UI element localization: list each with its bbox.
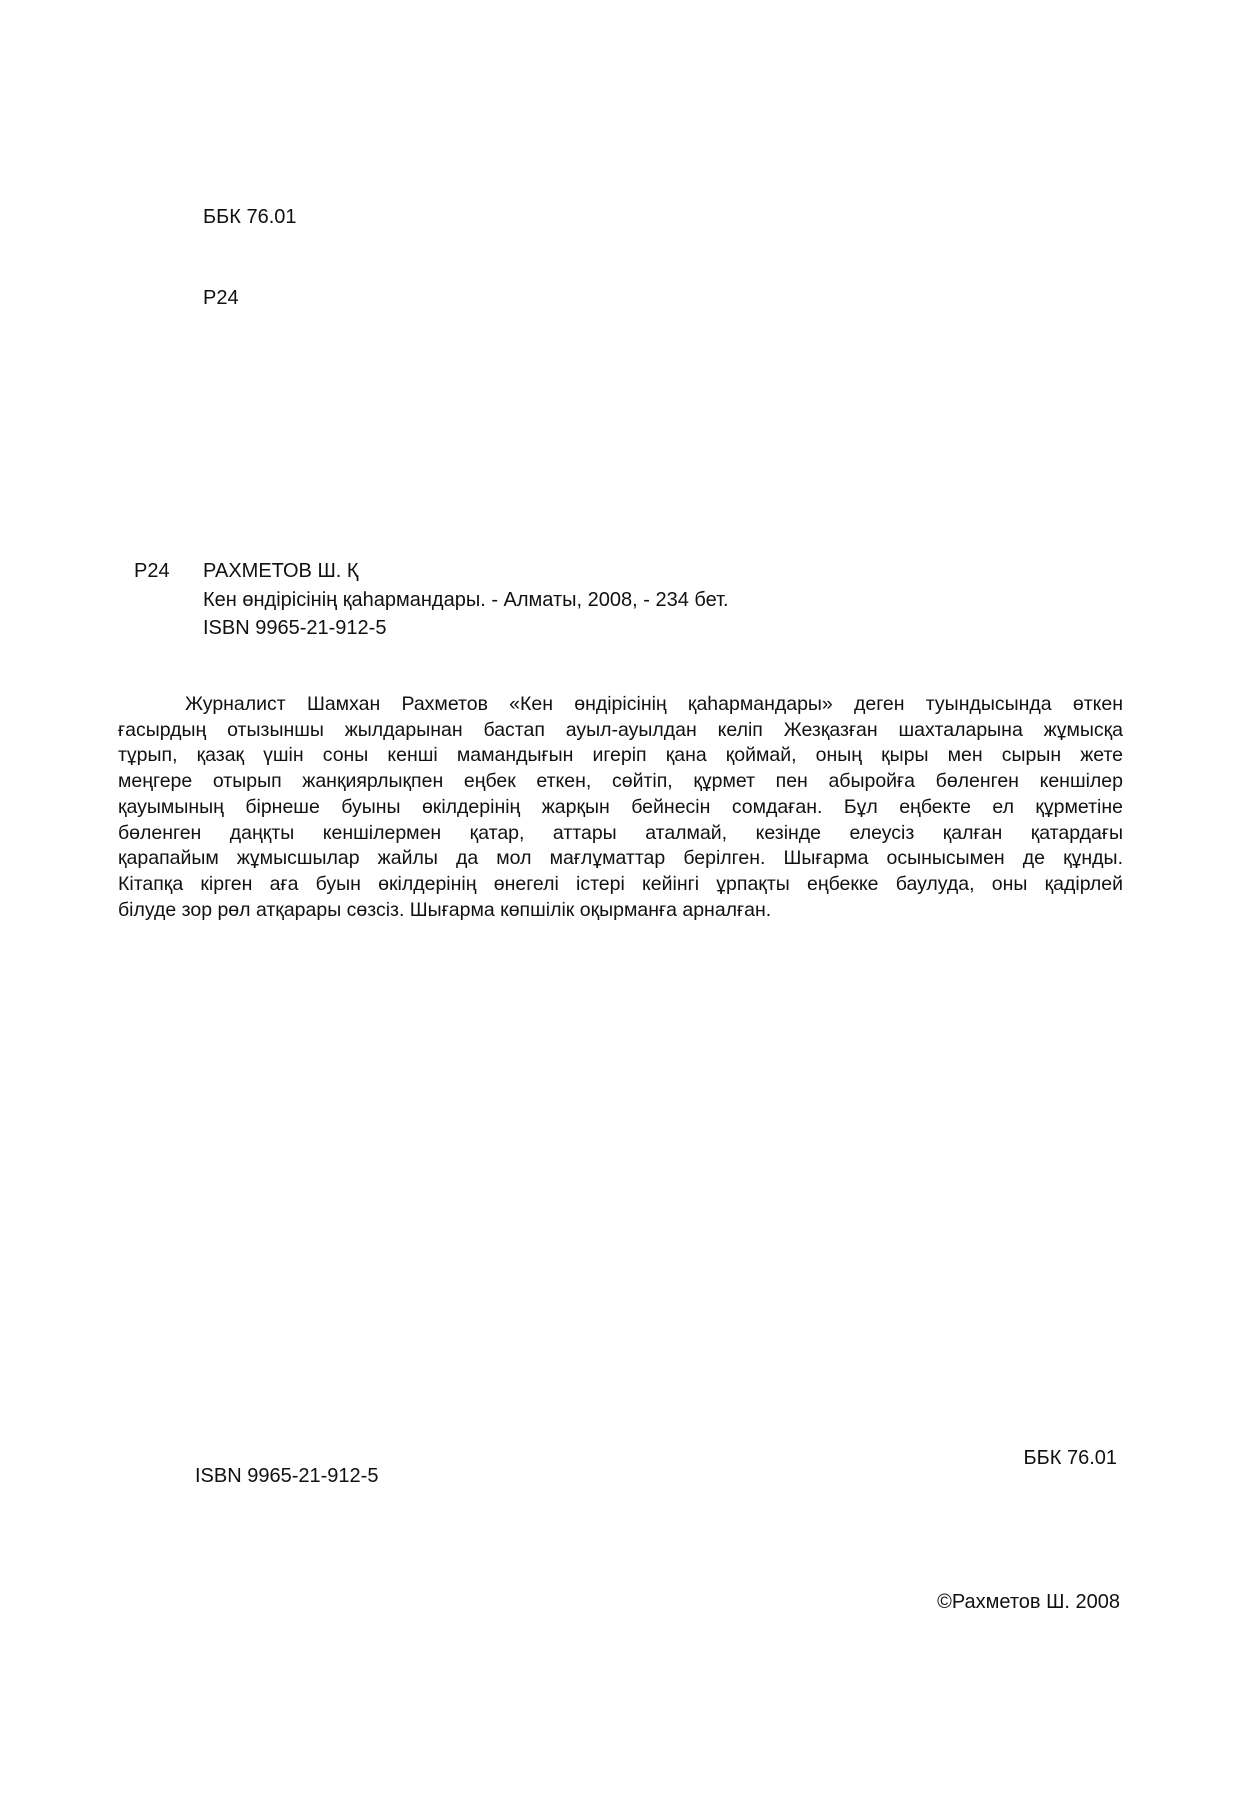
catalog-content <box>203 557 729 643</box>
isbn-line: ISBN 9965-21-912-5 <box>203 617 387 639</box>
paragraph-line: ғасырдың отызыншы жылдарынан бастап ауыл-ауылдан келіп Жезқазған шахталарына жұмысқа <box>118 718 1123 741</box>
paragraph-line: қарапайым жұмысшылар жайлы да мол мағлұматтар берілген. Шығарма осынысымен де құнды. <box>118 847 1123 870</box>
paragraph-line: білуде зор рөл атқарары сөзсіз. Шығарма көпшілік оқырманға арналған. <box>118 898 772 921</box>
paragraph-line: Журналист Шамхан Рахметов «Кен өндірісінің қаһармандары» деген туындысында өткен <box>185 693 1123 715</box>
paragraph-line: қауымының бірнеше буыны өкілдерінің жарқын бейнесін сомдаған. Бұл еңбекте ел құрметіне <box>118 795 1123 818</box>
copyright-notice: ©Рахметов Ш. 2008 <box>937 1591 1120 1613</box>
paragraph-line: тұрып, қазақ үшін соны кенші мамандығын игеріп қана қоймай, оның қыры мен сырын жете <box>118 744 1123 767</box>
catalog-code: Р24 <box>134 560 170 582</box>
footer-bbk: ББК 76.01 <box>1023 1447 1117 1469</box>
bbk-header: ББК 76.01 <box>203 206 297 228</box>
footer-isbn: ISBN 9965-21-912-5 <box>195 1465 379 1487</box>
paragraph-line: Кітапқа кірген аға буын өкілдерінің өнегелі істері кейінгі ұрпақты еңбекке баулуда, оны қадірлей <box>118 872 1123 895</box>
paragraph-line: бөленген даңқты кеншілермен қатар, аттары аталмай, кезінде елеусіз қалған қатардағы <box>118 821 1123 844</box>
top-classification-block <box>203 150 297 366</box>
author-sign-header: Р24 <box>203 287 239 309</box>
paragraph-line: меңгере отырып жанқиярлықпен еңбек еткен, сөйтіп, құрмет пен абыройға бөленген кеншілер <box>118 770 1123 793</box>
title-line: Кен өндірісінің қаһармандары. - Алматы, 2008, - 234 бет. <box>203 588 729 611</box>
catalog-entry <box>134 557 729 643</box>
author-line: РАХМЕТОВ Ш. Қ <box>203 560 359 582</box>
annotation-paragraph <box>118 692 1123 923</box>
